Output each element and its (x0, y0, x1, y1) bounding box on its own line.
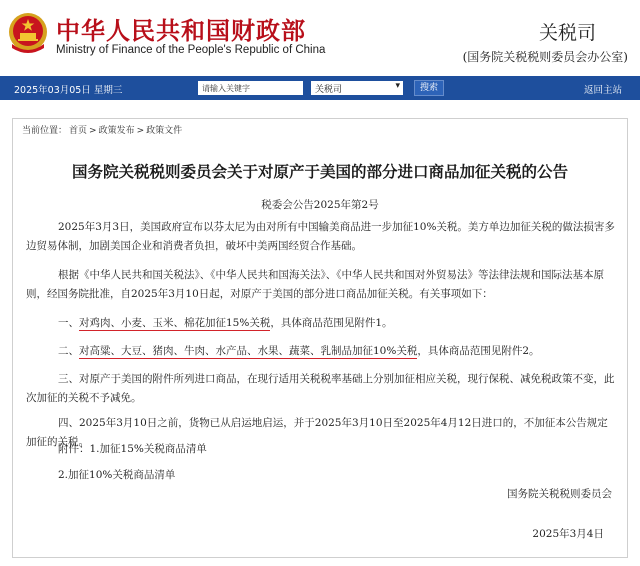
paragraph-background: 2025年3月3日，美国政府宣布以芬太尼为由对所有中国输美商品进一步加征10%关税。美方单边加征关税的做法损害多边贸易体制，加剧美国企业和消费者负担，破坏中美两国经贸合作基础。 (26, 221, 615, 252)
item-one-underlined: 对鸡肉、小麦、玉米、棉花加征15%关税 (79, 317, 271, 329)
item-three: 三、对原产于美国的附件所列进口商品，在现行适用关税税率基础上分别加征相应关税，现行保税、减免税政策不变，此次加征的关税不予减免。 (26, 373, 615, 404)
breadcrumb-policy-docs[interactable]: 政策文件 (146, 126, 183, 136)
search-button[interactable]: 搜索 (414, 80, 444, 96)
search-input[interactable] (198, 81, 303, 95)
item-one (26, 314, 616, 333)
national-emblem-icon (6, 10, 50, 58)
breadcrumb-policy-release[interactable]: 政策发布 (98, 126, 135, 136)
attachment-2-link[interactable]: 2.加征10%关税商品清单 (58, 469, 176, 481)
department-title: 关税司 (538, 22, 596, 44)
breadcrumb-home[interactable]: 首页 (69, 126, 88, 136)
site-subtitle: Ministry of Finance of the People's Republic of China (56, 44, 326, 56)
item-two (26, 342, 616, 361)
nav-bar (0, 76, 640, 100)
site-header (0, 0, 640, 72)
item-one-suffix: ，具体商品范围见附件1。 (270, 317, 393, 329)
item-two-suffix: ，具体商品范围见附件2。 (417, 345, 540, 357)
breadcrumb-separator: > (89, 126, 97, 136)
signature: 国务院关税税则委员会 (507, 488, 612, 500)
item-one-number: 一、 (58, 317, 79, 329)
department-subtitle: (国务院关税税则委员会办公室) (462, 50, 628, 64)
document-title: 国务院关税税则委员会关于对原产于美国的部分进口商品加征关税的公告 (71, 162, 568, 181)
chevron-down-icon: ▾ (395, 81, 400, 91)
item-four: 四、2025年3月10日之前，货物已从启运地启运，并于2025年3月10日至2025年4月12日进口的，不加征本公告规定加征的关税。 (26, 417, 608, 448)
attachment-1-link[interactable]: 附件：1.加征15%关税商品清单 (58, 443, 207, 455)
item-two-number: 二、 (58, 345, 79, 357)
breadcrumb (22, 123, 184, 136)
search-scope-value: 关税司 (315, 85, 343, 95)
return-home-link[interactable]: 返回主站 (583, 85, 622, 96)
paragraph-legal-basis: 根据《中华人民共和国关税法》、《中华人民共和国海关法》、《中华人民共和国对外贸易法》等法律法规和国际法基本原则，经国务院批准，自2025年3月10日起，对原产于美国的部分进口商品加征关税。有关事项如下： (26, 269, 604, 300)
signature-date: 2025年3月4日 (532, 528, 604, 540)
breadcrumb-prefix: 当前位置： (22, 126, 68, 136)
breadcrumb-separator: > (136, 126, 145, 136)
site-title[interactable]: 中华人民共和国财政部 (56, 17, 306, 45)
document-number: 税委会公告2025年第2号 (261, 199, 379, 211)
item-two-underlined: 对高粱、大豆、猪肉、牛肉、水产品、水果、蔬菜、乳制品加征10%关税 (79, 345, 418, 357)
search-scope-select[interactable] (311, 81, 403, 95)
current-date: 2025年03月05日 星期三 (14, 85, 123, 96)
